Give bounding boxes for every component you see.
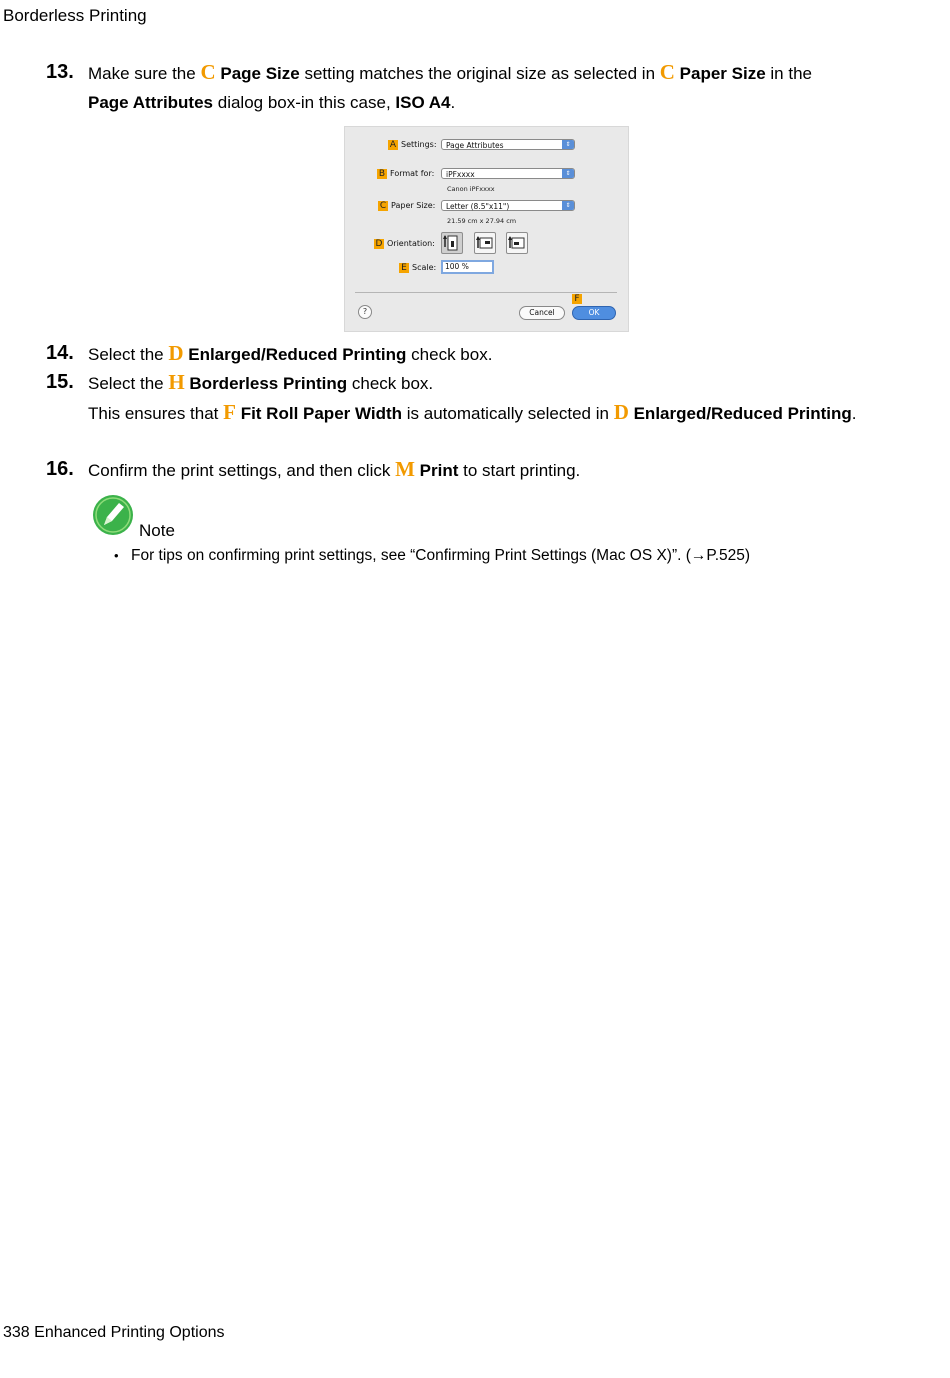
step-16 (46, 455, 906, 485)
paper-size-label: Paper Size: (391, 201, 436, 210)
step-number: 14. (46, 342, 74, 364)
ok-button[interactable]: OK (572, 306, 616, 320)
step-number: 15. (46, 371, 74, 393)
note-label: Note (139, 521, 175, 540)
key-letter: C (200, 60, 216, 84)
page-footer: 338 Enhanced Printing Options (3, 1324, 225, 1341)
key-letter: F (223, 400, 236, 424)
key-letter: D (613, 400, 629, 424)
landscape-icon (475, 233, 495, 253)
paper-dimensions: 21.59 cm x 27.94 cm (447, 217, 517, 225)
printer-name: Canon iPFxxxx (447, 185, 495, 193)
popup-arrows-icon: ⇕ (562, 140, 574, 149)
step-15 (46, 368, 906, 428)
scale-label: Scale: (412, 263, 437, 272)
step-14 (46, 339, 906, 369)
step-number: 13. (46, 61, 74, 83)
note-item (114, 547, 750, 565)
popup-arrows-icon: ⇕ (562, 169, 574, 178)
landscape-reverse-icon (507, 233, 527, 253)
bullet: • (114, 548, 119, 563)
orientation-label: Orientation: (387, 239, 435, 248)
cancel-button[interactable]: Cancel (519, 306, 565, 320)
key-letter: D (168, 341, 184, 365)
callout-tag: E (399, 263, 409, 273)
callout-tag: F (572, 294, 582, 304)
callout-tag: A (389, 140, 397, 150)
paper-size-popup[interactable]: Letter (8.5"x11") ⇕ (441, 200, 575, 211)
orientation-landscape-reverse-button[interactable] (506, 232, 528, 254)
scale-input[interactable]: 100 % (441, 260, 494, 274)
orientation-landscape-button[interactable] (474, 232, 496, 254)
format-for-popup[interactable]: iPFxxxx ⇕ (441, 168, 575, 179)
help-icon[interactable]: ? (358, 305, 372, 319)
key-letter: H (168, 370, 185, 394)
step-text: Select the H Borderless Printing check box. This ensures that F Fit Roll Paper Width is automatically selected in D Enlarged/Reduced Printing. (88, 370, 857, 424)
callout-tag: B (378, 169, 386, 179)
step-text: Make sure the C Page Size setting matches the original size as selected in C Paper Size in the Page Attributes dialog box-in this case, ISO A4. (88, 60, 812, 112)
callout-tag: C (379, 201, 387, 211)
running-header: Borderless Printing (3, 6, 147, 25)
callout-tag: D (375, 239, 383, 249)
step-number: 16. (46, 458, 74, 480)
settings-label: Settings: (401, 140, 437, 149)
format-for-label: Format for: (390, 169, 435, 178)
orientation-portrait-button[interactable] (441, 232, 463, 254)
key-letter: C (659, 60, 675, 84)
note-text: For tips on confirming print settings, see “Confirming Print Settings (Mac OS X)”. (→P.525) (131, 547, 751, 564)
portrait-icon (442, 233, 462, 253)
divider (355, 292, 617, 293)
key-letter: M (395, 457, 415, 481)
step-text: Select the D Enlarged/Reduced Printing check box. (88, 341, 493, 365)
note-pencil-icon (92, 494, 134, 536)
page-setup-dialog (344, 126, 629, 332)
step-13 (46, 58, 906, 117)
step-text: Confirm the print settings, and then click M Print to start printing. (88, 457, 581, 481)
settings-popup[interactable]: Page Attributes ⇕ (441, 139, 575, 150)
popup-arrows-icon: ⇕ (562, 201, 574, 210)
